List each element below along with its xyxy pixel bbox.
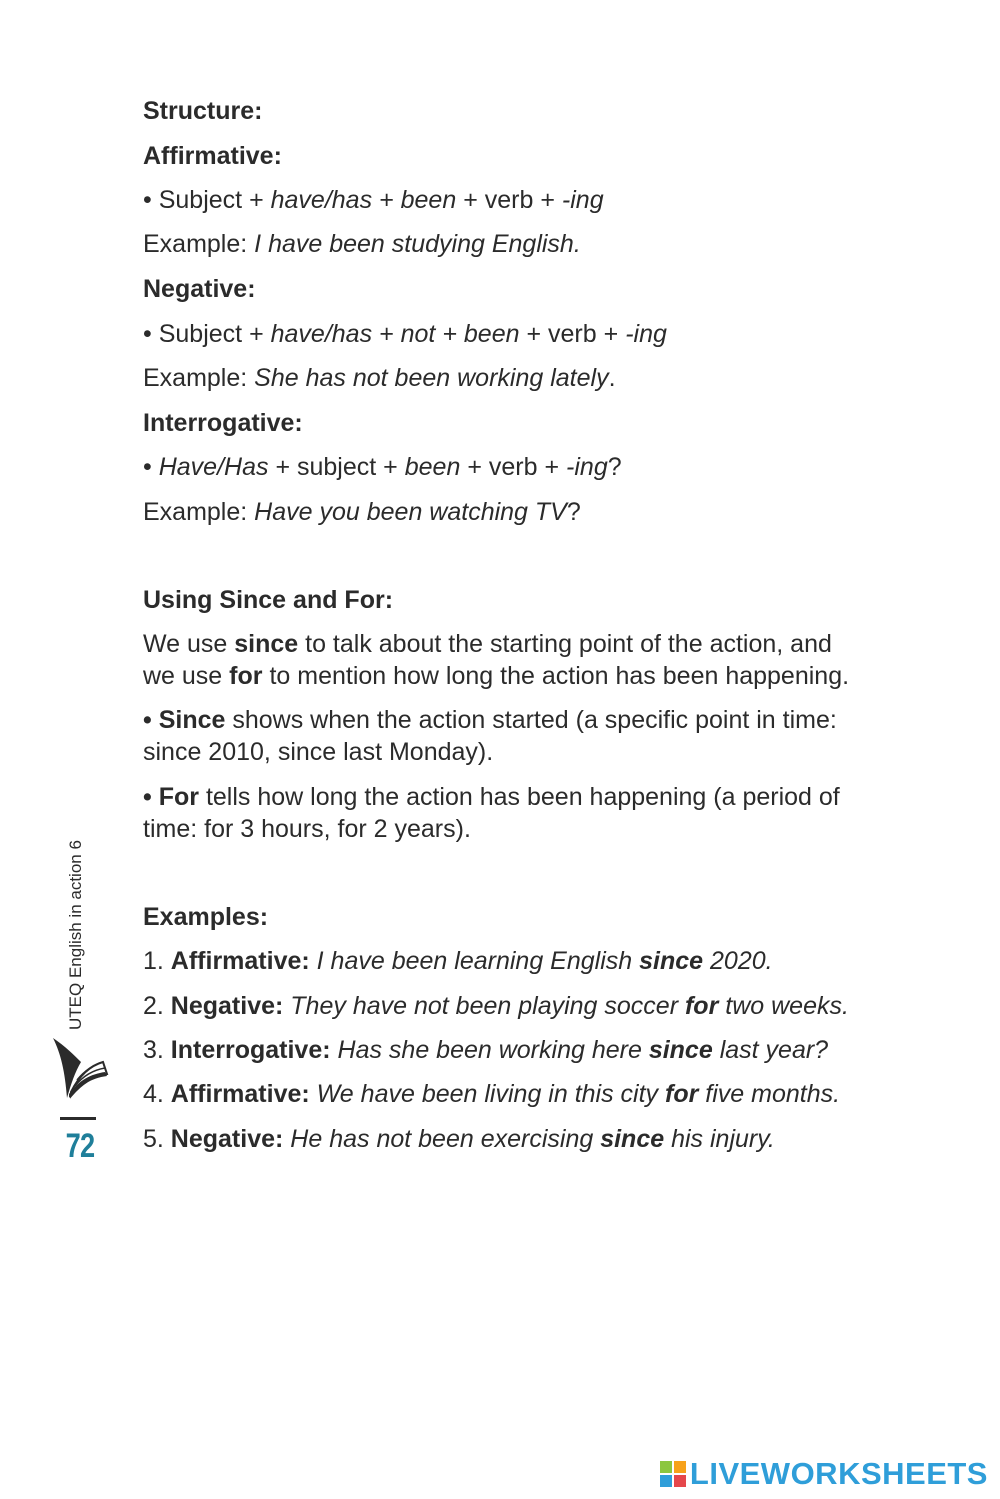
liveworksheets-wordmark: LIVEWORKSHEETS <box>689 1456 988 1491</box>
since-for-intro: We use since to talk about the starting point of the action, and we use for to mention how long the action has been happening. <box>143 630 850 690</box>
example-item: 5. Negative: He has not been exercising since his injury. <box>143 1125 775 1153</box>
negative-formula: • Subject + have/has + not + been + verb + -ing <box>143 320 667 348</box>
interrogative-example: Example: Have you been watching TV? <box>143 498 581 526</box>
example-item: 4. Affirmative: We have been living in this city for five months. <box>143 1080 841 1108</box>
liveworksheets-brand <box>660 1457 988 1491</box>
book-title-vertical: UTEQ English in action 6 <box>66 840 85 1030</box>
since-for-heading: Using Since and For: <box>143 586 394 614</box>
example-item: 3. Interrogative: Has she been working here since last year? <box>143 1036 829 1064</box>
affirmative-heading: Affirmative: <box>143 142 282 170</box>
interrogative-formula: • Have/Has + subject + been + verb + -ing? <box>143 453 622 481</box>
negative-heading: Negative: <box>143 275 256 303</box>
example-item: 2. Negative: They have not been playing soccer for two weeks. <box>143 992 849 1020</box>
liveworksheets-logo-icon <box>660 1461 686 1487</box>
structure-heading: Structure: <box>143 97 263 125</box>
example-item: 1. Affirmative: I have been learning English since 2020. <box>143 947 773 975</box>
affirmative-formula: • Subject + have/has + been + verb + -ing <box>143 186 604 214</box>
examples-heading: Examples: <box>143 903 269 931</box>
affirmative-example: Example: I have been studying English. <box>143 230 581 258</box>
negative-example: Example: She has not been working lately. <box>143 364 616 392</box>
interrogative-heading: Interrogative: <box>143 409 303 437</box>
page-number-divider <box>60 1117 96 1120</box>
open-book-icon <box>45 1032 117 1104</box>
page-number: 72 <box>65 1127 95 1165</box>
for-explanation: • For tells how long the action has been happening (a period of time: for 3 hours, for 2 years). <box>143 783 840 843</box>
since-explanation: • Since shows when the action started (a specific point in time: since 2010, since last Monday). <box>143 706 837 766</box>
